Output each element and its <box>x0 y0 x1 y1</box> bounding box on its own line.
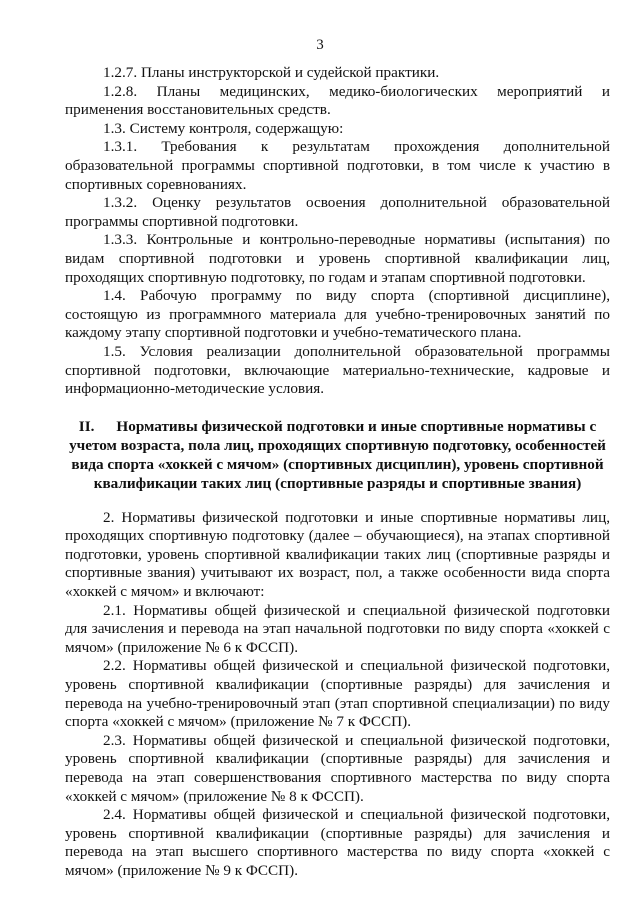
section-2-items <box>65 509 610 881</box>
item-1-4: 1.4. Рабочую программу по виду спорта (спортивной дисциплине), состоящую из программного материала для учебно-тренировочных занятий по каждому этапу спортивной подготовки и учебно-тематического плана. <box>65 287 610 342</box>
item-1-2-7: 1.2.7. Планы инструкторской и судейской практики. <box>103 64 440 81</box>
section-1-items <box>65 64 610 399</box>
item-1-3-1: 1.3.1. Требования к результатам прохождения дополнительной образовательной программы спортивной подготовки, в том числе к участию в спортивных соревнованиях. <box>65 138 610 193</box>
page-number: 3 <box>316 37 324 53</box>
item-2-2: 2.2. Нормативы общей физической и специальной физической подготовки, уровень спортивной квалификации (спортивные разряды) для зачисления и перевода на учебно-тренировочный этап (этап спортивной специализации) по виду спорта «хоккей с мячом» (приложение № 7 к ФССП). <box>65 657 610 731</box>
item-1-3-2: 1.3.2. Оценку результатов освоения дополнительной образовательной программы спортивной подготовки. <box>65 194 610 230</box>
item-1-3-3: 1.3.3. Контрольные и контрольно-переводные нормативы (испытания) по видам спортивной подготовки и уровень спортивной квалификации лиц, проходящих спортивную подготовку, по годам и этапам спортивной подготовки. <box>65 231 610 286</box>
item-2: 2. Нормативы физической подготовки и иные спортивные нормативы лиц, проходящих спортивную подготовку (далее – обучающиеся), на этапах спортивной подготовки, уровень спортивной квалификации таких лиц (спортивные разряды и спортивные звания) учитывают их возраст, пол, а также особенности вида спорта «хоккей с мячом» и включают: <box>65 508 610 601</box>
section-2-number: II. <box>78 417 95 435</box>
item-2-4: 2.4. Нормативы общей физической и специальной физической подготовки, уровень спортивной квалификации (спортивные разряды) для зачисления и перевода на этап высшего спортивного мастерства по виду спорта «хоккей с мячом» (приложение № 9 к ФССП). <box>65 806 610 879</box>
document-body <box>65 64 610 881</box>
item-1-5: 1.5. Условия реализации дополнительной образовательной программы спортивной подготовки, включающие материально-технические, кадровые и информационно-методические условия. <box>65 342 610 398</box>
item-1-3: 1.3. Систему контроля, содержащую: <box>103 119 344 137</box>
item-2-1: 2.1. Нормативы общей физической и специальной физической подготовки для зачисления и перевода на этап начальной подготовки по виду спорта «хоккей с мячом» (приложение № 6 к ФССП). <box>65 601 610 656</box>
item-1-2-8: 1.2.8. Планы медицинских, медико-биологических мероприятий и применения восстановительных средств. <box>65 82 610 119</box>
item-2-3: 2.3. Нормативы общей физической и специальной физической подготовки, уровень спортивной квалификации (спортивные разряды) для зачисления и перевода на этап совершенствования спортивного мастерства по виду спорта «хоккей с мячом» (приложение № 8 к ФССП). <box>65 731 610 805</box>
section-2-title: Нормативы физической подготовки и иные спортивные нормативы с учетом возраста, пола лиц, проходящих спортивную подготовку, особенностей вида спорта «хоккей с мячом» (спортивных дисциплин), уровень спортивной квалификации таких лиц (спортивные разряды и спортивные звания) <box>69 417 606 492</box>
section-2-heading <box>65 417 610 493</box>
